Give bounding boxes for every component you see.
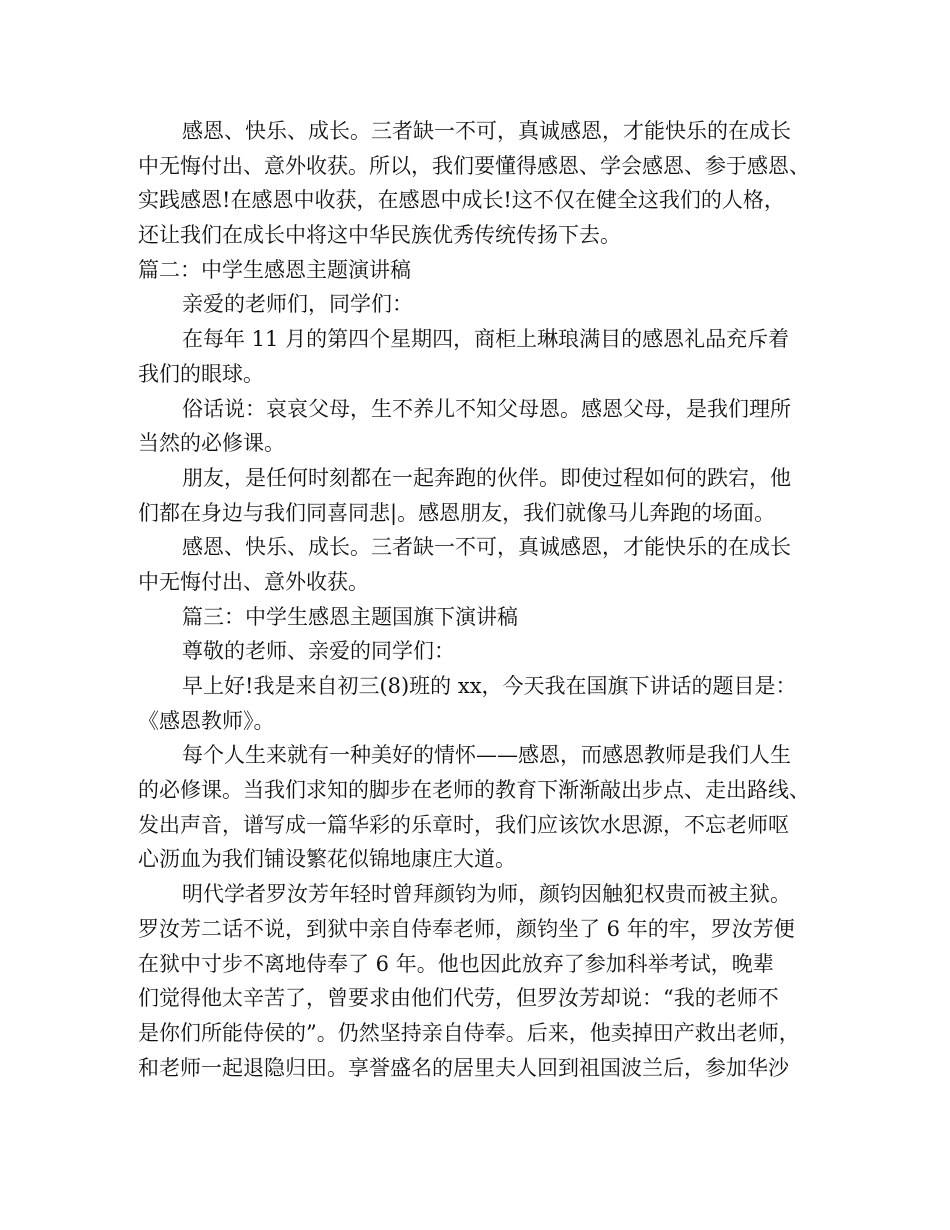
text-line: 和老师一起退隐归田。享誉盛名的居里夫人回到祖国波兰后，参加华沙 bbox=[138, 1055, 789, 1080]
text-line: 我们的眼球。 bbox=[138, 361, 264, 386]
text-line: 罗汝芳二话不说，到狱中亲自侍奉老师，颜钧坐了 6 年的牢，罗汝芳便 bbox=[138, 916, 795, 941]
text-line: 中无悔付出、意外收获。 bbox=[138, 569, 369, 594]
text-line: 心沥血为我们铺设繁花似锦地康庄大道。 bbox=[138, 847, 516, 872]
text-line: 的必修课。当我们求知的脚步在老师的教育下渐渐敲出步点、走出路线、 bbox=[138, 778, 810, 803]
text-line: 尊敬的老师、亲爱的同学们： bbox=[182, 639, 455, 664]
text-line: 《感恩教师》。 bbox=[138, 708, 275, 733]
text-line: 朋友，是任何时刻都在一起奔跑的伙伴。即使过程如何的跌宕，他 bbox=[182, 465, 791, 490]
text-line: 在每年 11 月的第四个星期四，商柜上琳琅满目的感恩礼品充斥着 bbox=[182, 327, 790, 352]
text-line: 是你们所能侍侯的”。仍然坚持亲自侍奉。后来，他卖掉田产救出老师， bbox=[138, 1020, 800, 1045]
text-line: 发出声音，谱写成一篇华彩的乐章时，我们应该饮水思源，不忘老师呕 bbox=[138, 812, 789, 837]
text-line: 还让我们在成长中将这中华民族优秀传统传扬下去。 bbox=[138, 223, 621, 248]
text-line: 篇三：中学生感恩主题国旗下演讲稿 bbox=[182, 604, 518, 629]
text-line: 在狱中寸步不离地侍奉了 6 年。他也因此放弃了参加科举考试，晚辈 bbox=[138, 951, 774, 976]
text-line: 亲爱的老师们，同学们： bbox=[182, 292, 413, 317]
text-line: 们都在身边与我们同喜同悲|。感恩朋友，我们就像马儿奔跑的场面。 bbox=[138, 500, 776, 525]
text-line: 实践感恩!在感恩中收获，在感恩中成长!这不仅在健全这我们的人格， bbox=[138, 188, 785, 213]
text-line: 俗话说：哀哀父母，生不养儿不知父母恩。感恩父母，是我们理所 bbox=[182, 396, 791, 421]
text-line: 当然的必修课。 bbox=[138, 431, 285, 456]
text-line: 中无悔付出、意外收获。所以，我们要懂得感恩、学会感恩、参于感恩、 bbox=[138, 153, 810, 178]
text-line: 感恩、快乐、成长。三者缺一不可，真诚感恩，才能快乐的在成长 bbox=[182, 119, 791, 143]
document-body bbox=[138, 114, 838, 1085]
text-line: 明代学者罗汝芳年轻时曾拜颜钧为师，颜钧因触犯权贵而被主狱。 bbox=[182, 882, 791, 907]
text-line: 们觉得他太辛苦了，曾要求由他们代劳，但罗汝芳却说：“我的老师不 bbox=[138, 986, 779, 1011]
text-line: 感恩、快乐、成长。三者缺一不可，真诚感恩，才能快乐的在成长 bbox=[182, 535, 791, 560]
text-line: 每个人生来就有一种美好的情怀——感恩，而感恩教师是我们人生 bbox=[182, 743, 791, 768]
text-line: 早上好!我是来自初三(8)班的 xx，今天我在国旗下讲话的题目是： bbox=[182, 674, 797, 698]
text-line: 篇二：中学生感恩主题演讲稿 bbox=[138, 257, 411, 282]
